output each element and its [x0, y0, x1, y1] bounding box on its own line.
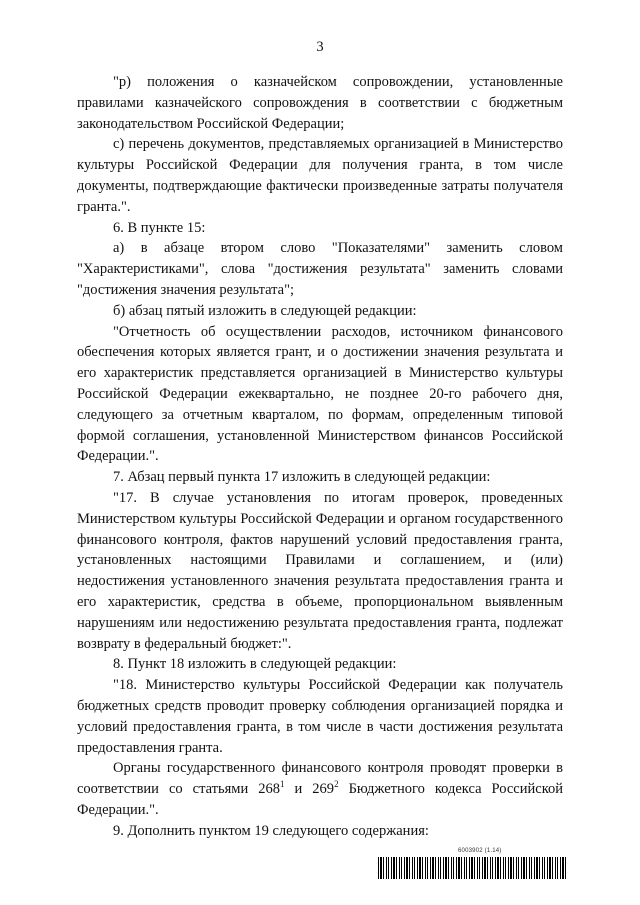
paragraph-item-7: 7. Абзац первый пункта 17 изложить в следующей редакции: — [113, 469, 491, 486]
page-number: 3 — [316, 39, 324, 55]
paragraph-17: "17. В случае установления по итогам проверок, проведенных Министерством культуры Российской Федерации и органом государственного финансового контроля, фактов нарушений условий предоставления гранта, установленных настоящими Правилами и соглашением, и (или) недостижения установленного значения результата предоставления гранта и его характеристик, средства в объеме, пропорциональном выявленным нарушениям или недостижению результата предоставления гранта, подлежат возврату в федеральный бюджет:". — [77, 489, 563, 652]
barcode — [378, 857, 566, 879]
barcode-label: 6003902 (1.14) — [458, 848, 502, 854]
control-text-part2: и 269 — [284, 781, 335, 798]
paragraph-item-8: 8. Пункт 18 изложить в следующей редакции: — [113, 656, 397, 673]
document-body — [77, 72, 563, 841]
superscript-1: 1 — [280, 779, 285, 790]
paragraph-control-bodies — [77, 758, 563, 820]
paragraph-18: "18. Министерство культуры Российской Федерации как получатель бюджетных средств проводит проверку соблюдения организацией порядка и условий предоставления гранта, в том числе в части достижения результата предоставления гранта. — [77, 677, 563, 756]
control-text-part3: Бюджетного кодекса Российской Федерации.". — [77, 781, 564, 818]
paragraph-item-9: 9. Дополнить пунктом 19 следующего содержания: — [113, 822, 429, 839]
superscript-2: 2 — [334, 779, 339, 790]
paragraph-reporting: "Отчетность об осуществлении расходов, источником финансового обеспечения которых является грант, и о достижении значения результата и его характеристик представляется организацией в Министерство культуры Российской Федерации ежеквартально, не позднее 20-го рабочего дня, следующего за отчетным кварталом, по формам, определенным типовой формой соглашения, установленной Министерством финансов Российской Федерации.". — [77, 323, 563, 465]
control-text-part1: Органы государственного финансового контроля проводят проверки в соответствии со статьями 268 — [77, 760, 563, 798]
paragraph-s: с) перечень документов, представляемых организацией в Министерство культуры Российской Федерации для получения гранта, в том числе документы, подтверждающие фактически произведенные затраты получателя гранта.". — [77, 136, 563, 215]
paragraph-6a: а) в абзаце втором слово "Показателями" заменить словом "Характеристиками", слова "достижения результата" заменить словами "достижения значения результата"; — [77, 240, 563, 298]
paragraph-6b: б) абзац пятый изложить в следующей редакции: — [113, 302, 417, 319]
paragraph-item-6: 6. В пункте 15: — [113, 219, 206, 236]
paragraph-r: "р) положения о казначейском сопровождении, установленные правилами казначейского сопровождения в соответствии с бюджетным законодательством Российской Федерации; — [77, 74, 563, 132]
